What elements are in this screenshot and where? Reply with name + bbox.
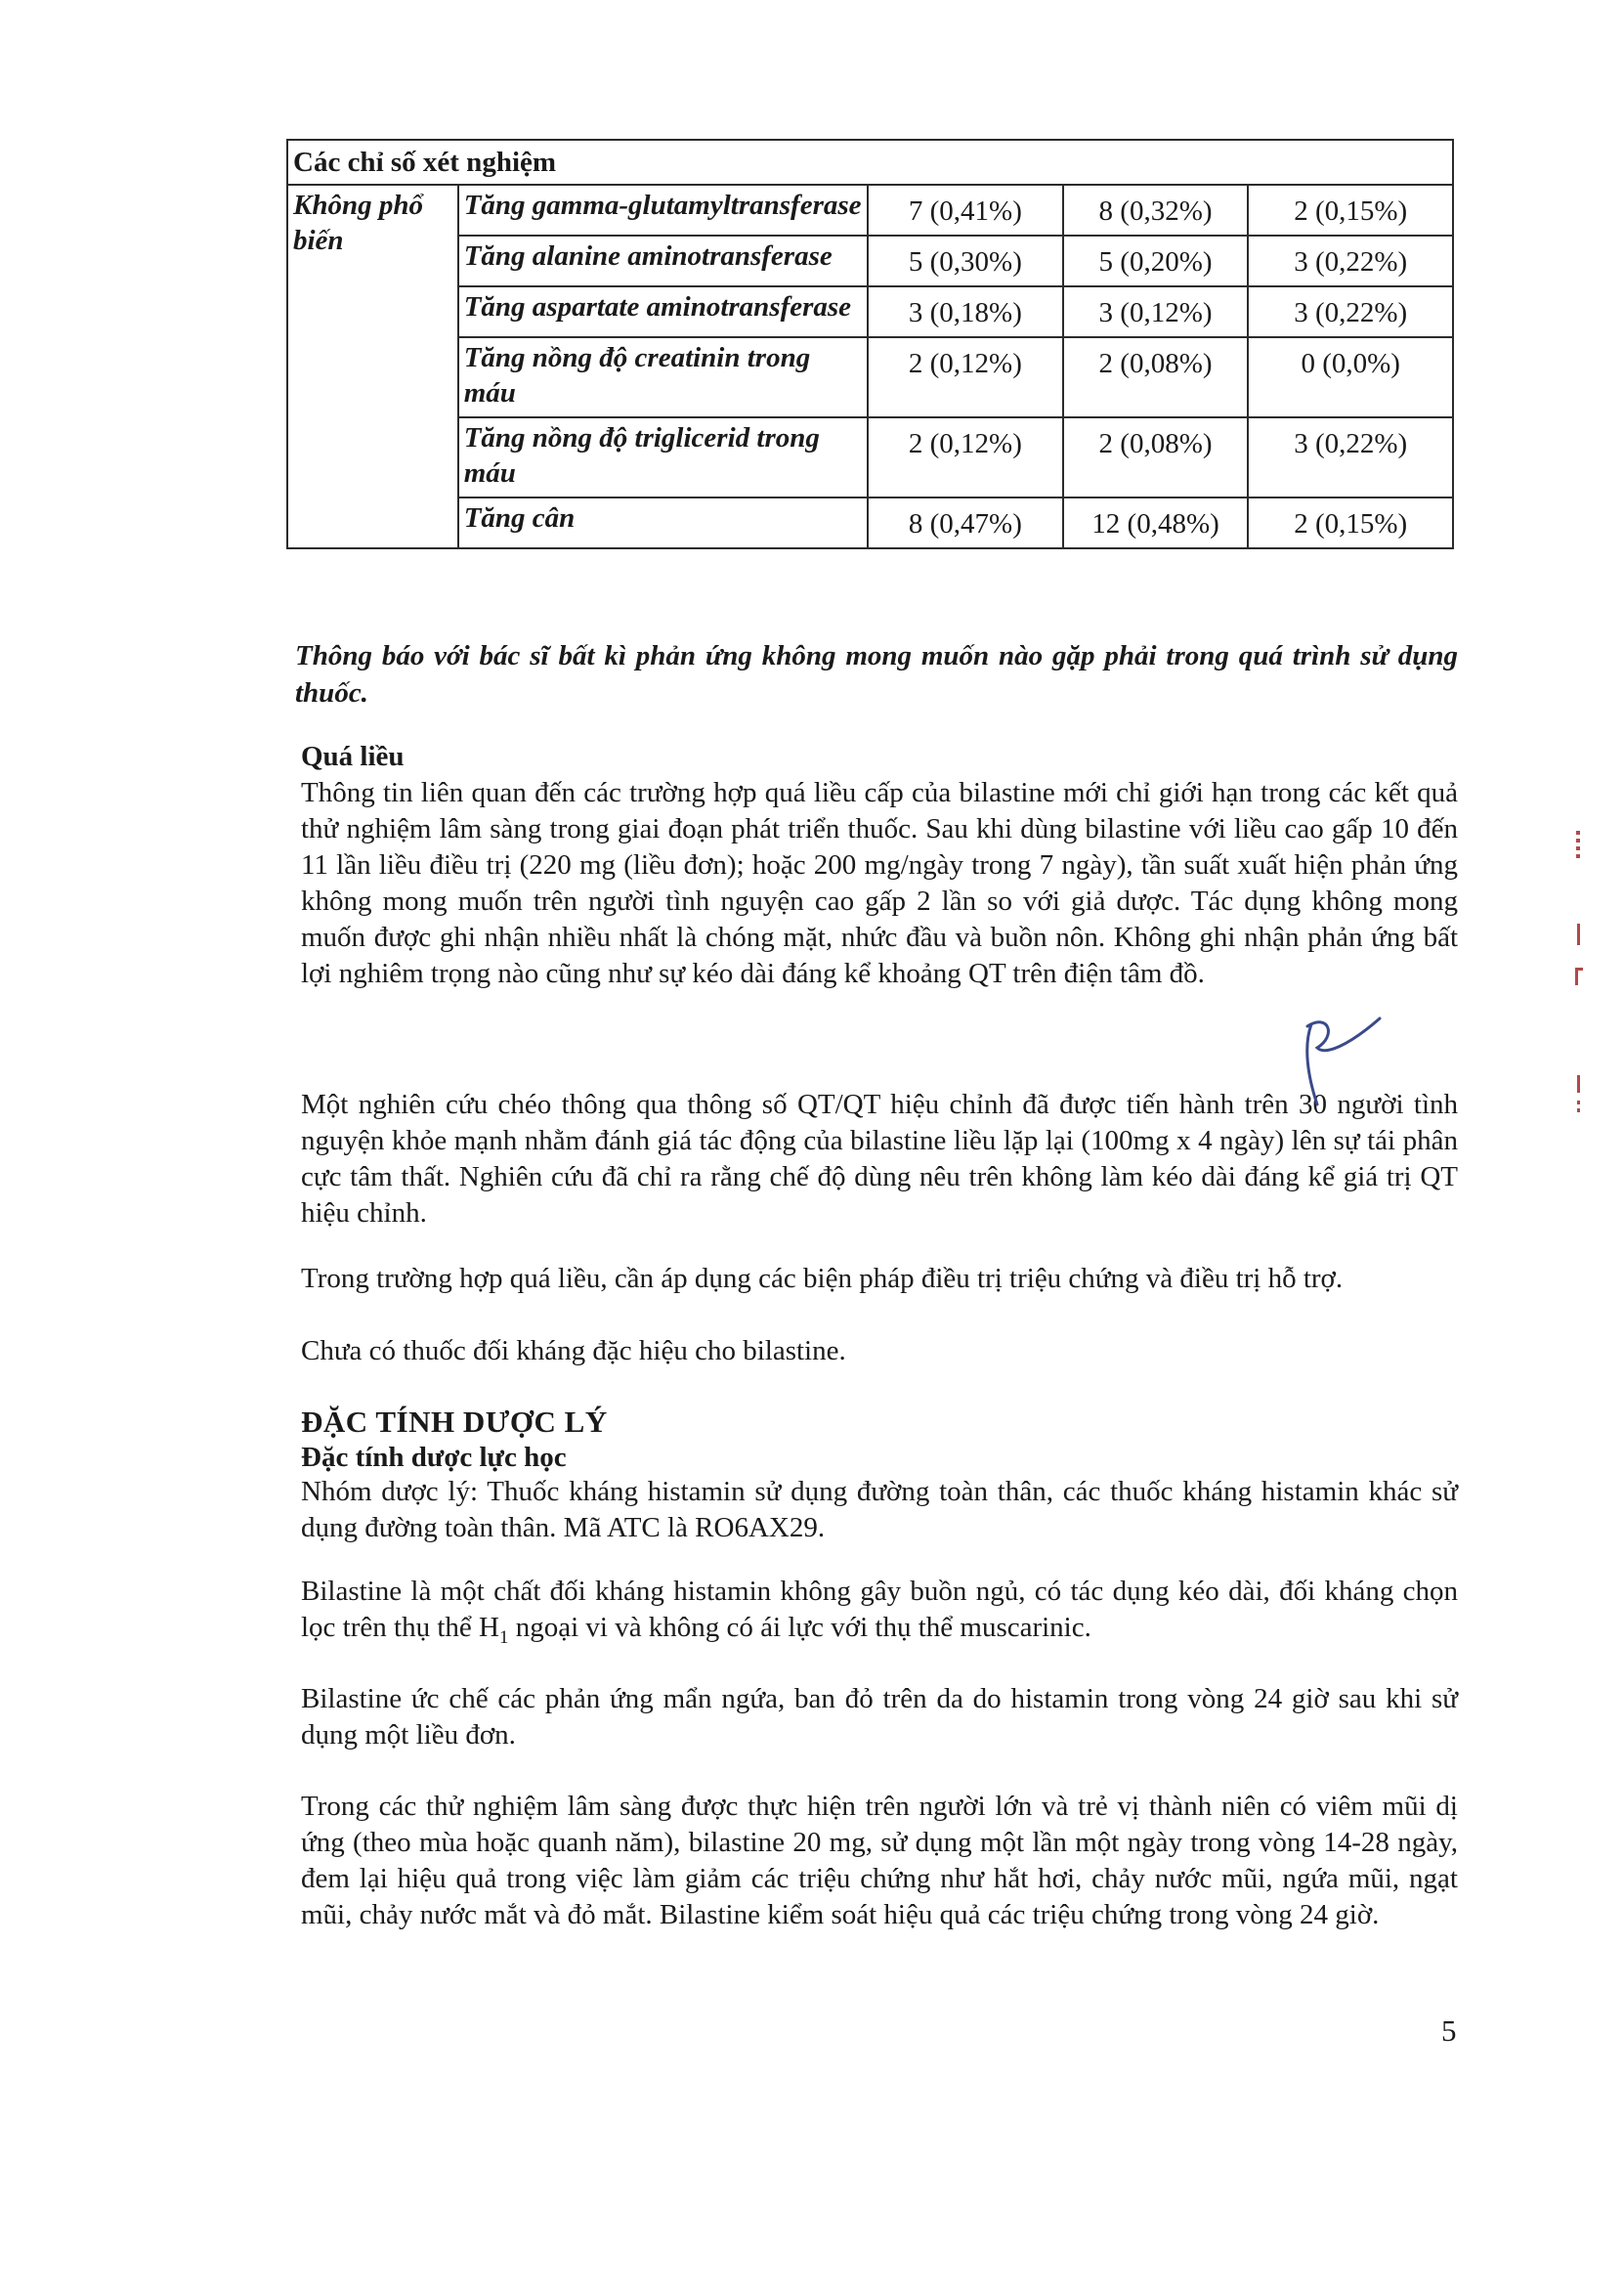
value-cell: 7 (0,41%) — [868, 185, 1063, 236]
value-cell: 2 (0,08%) — [1063, 417, 1249, 497]
adverse-events-table — [286, 139, 1454, 549]
h1-subscript: 1 — [498, 1626, 509, 1648]
value-cell: 8 (0,47%) — [868, 497, 1063, 548]
page-number: 5 — [1441, 2013, 1457, 2048]
event-cell: Tăng aspartate aminotransferase — [458, 286, 868, 337]
value-cell: 0 (0,0%) — [1248, 337, 1453, 417]
value-cell: 5 (0,30%) — [868, 236, 1063, 286]
pharmacology-heading: ĐẶC TÍNH DƯỢC LÝ — [301, 1405, 608, 1439]
report-notice: Thông báo với bác sĩ bất kì phản ứng không mong muốn nào gặp phải trong quá trình sử dụng thuốc. — [295, 640, 1458, 709]
event-cell: Tăng alanine aminotransferase — [458, 236, 868, 286]
overdose-heading: Quá liều — [301, 741, 405, 772]
p2-text-before: Bilastine là một chất đối kháng histamin không gây buồn ngủ, có tác dụng kéo dài, đối kháng chọn lọc trên thụ thể H — [301, 1576, 1458, 1643]
table-row — [287, 286, 1453, 337]
overdose-paragraph-1: Thông tin liên quan đến các trường hợp quá liều cấp của bilastine mới chỉ giới hạn trong các kết quả thử nghiệm lâm sàng trong giai đoạn phát triển thuốc. Sau khi dùng bilastine với liều cao gấp 10 đến 11 lần liều điều trị (220 mg (liều đơn); hoặc 200 mg/ngày trong 7 ngày), tần suất xuất hiện phản ứng không mong muốn trên người tình nguyện cao gấp 2 lần so với giả dược. Tác dụng không mong muốn được ghi nhận nhiều nhất là chóng mặt, nhức đầu và buồn nôn. Không ghi nhận phản ứng bất lợi nghiêm trọng nào cũng như sự kéo dài đáng kể khoảng QT trên điện tâm đồ. — [301, 777, 1458, 989]
value-cell: 3 (0,18%) — [868, 286, 1063, 337]
value-cell: 8 (0,32%) — [1063, 185, 1249, 236]
category-header: Các chỉ số xét nghiệm — [287, 140, 1453, 185]
overdose-paragraph-2: Một nghiên cứu chéo thông qua thông số QT/QT hiệu chỉnh đã được tiến hành trên 30 người tình nguyện khỏe mạnh nhằm đánh giá tác động của bilastine liều lặp lại (100mg x 4 ngày) lên sự tái phân cực tâm thất. Nghiên cứu đã chỉ ra rằng chế độ dùng nêu trên không làm kéo dài đáng kể giá trị QT hiệu chỉnh. — [301, 1089, 1458, 1229]
value-cell: 2 (0,08%) — [1063, 337, 1249, 417]
margin-marks — [1569, 831, 1589, 1144]
pharmacology-paragraph-4: Trong các thử nghiệm lâm sàng được thực hiện trên người lớn và trẻ vị thành niên có viêm mũi dị ứng (theo mùa hoặc quanh năm), bilastine 20 mg, sử dụng một lần một ngày trong vòng 14-28 ngày, đem lại hiệu quả trong việc làm giảm các triệu chứng như hắt hơi, chảy nước mũi, ngứa mũi, ngạt mũi, chảy nước mắt và đỏ mắt. Bilastine kiểm soát hiệu quả các triệu chứng trong vòng 24 giờ. — [301, 1791, 1458, 1930]
frequency-cell: Không phổ biến — [287, 185, 458, 548]
value-cell: 2 (0,12%) — [868, 337, 1063, 417]
event-cell: Tăng gamma-glutamyltransferase — [458, 185, 868, 236]
table-row — [287, 417, 1453, 497]
value-cell: 2 (0,15%) — [1248, 185, 1453, 236]
value-cell: 2 (0,15%) — [1248, 497, 1453, 548]
value-cell: 3 (0,22%) — [1248, 236, 1453, 286]
pharmacology-paragraph-3: Bilastine ức chế các phản ứng mẩn ngứa, ban đỏ trên da do histamin trong vòng 24 giờ sau khi sử dụng một liều đơn. — [301, 1683, 1458, 1751]
pharmacology-paragraph-1: Nhóm dược lý: Thuốc kháng histamin sử dụng đường toàn thân, các thuốc kháng histamin khác sử dụng đường toàn thân. Mã ATC là RO6AX29. — [301, 1476, 1458, 1543]
pharmacodynamics-subheading: Đặc tính dược lực học — [301, 1442, 567, 1473]
p2-text-after: ngoại vi và không có ái lực với thụ thể muscarinic. — [508, 1612, 1091, 1643]
pharmacology-paragraph-2 — [301, 1574, 1458, 1656]
value-cell: 2 (0,12%) — [868, 417, 1063, 497]
signature-mark — [1290, 1007, 1388, 1114]
value-cell: 5 (0,20%) — [1063, 236, 1249, 286]
table-row — [287, 497, 1453, 548]
table-row — [287, 337, 1453, 417]
table-category-row — [287, 140, 1453, 185]
overdose-paragraph-4: Chưa có thuốc đối kháng đặc hiệu cho bilastine. — [301, 1335, 846, 1366]
value-cell: 12 (0,48%) — [1063, 497, 1249, 548]
event-cell: Tăng cân — [458, 497, 868, 548]
value-cell: 3 (0,12%) — [1063, 286, 1249, 337]
value-cell: 3 (0,22%) — [1248, 417, 1453, 497]
table-row — [287, 185, 1453, 236]
event-cell: Tăng nồng độ creatinin trong máu — [458, 337, 868, 417]
event-cell: Tăng nồng độ triglicerid trong máu — [458, 417, 868, 497]
table-row — [287, 236, 1453, 286]
value-cell: 3 (0,22%) — [1248, 286, 1453, 337]
overdose-paragraph-3: Trong trường hợp quá liều, cần áp dụng các biện pháp điều trị triệu chứng và điều trị hỗ trợ. — [301, 1263, 1344, 1294]
